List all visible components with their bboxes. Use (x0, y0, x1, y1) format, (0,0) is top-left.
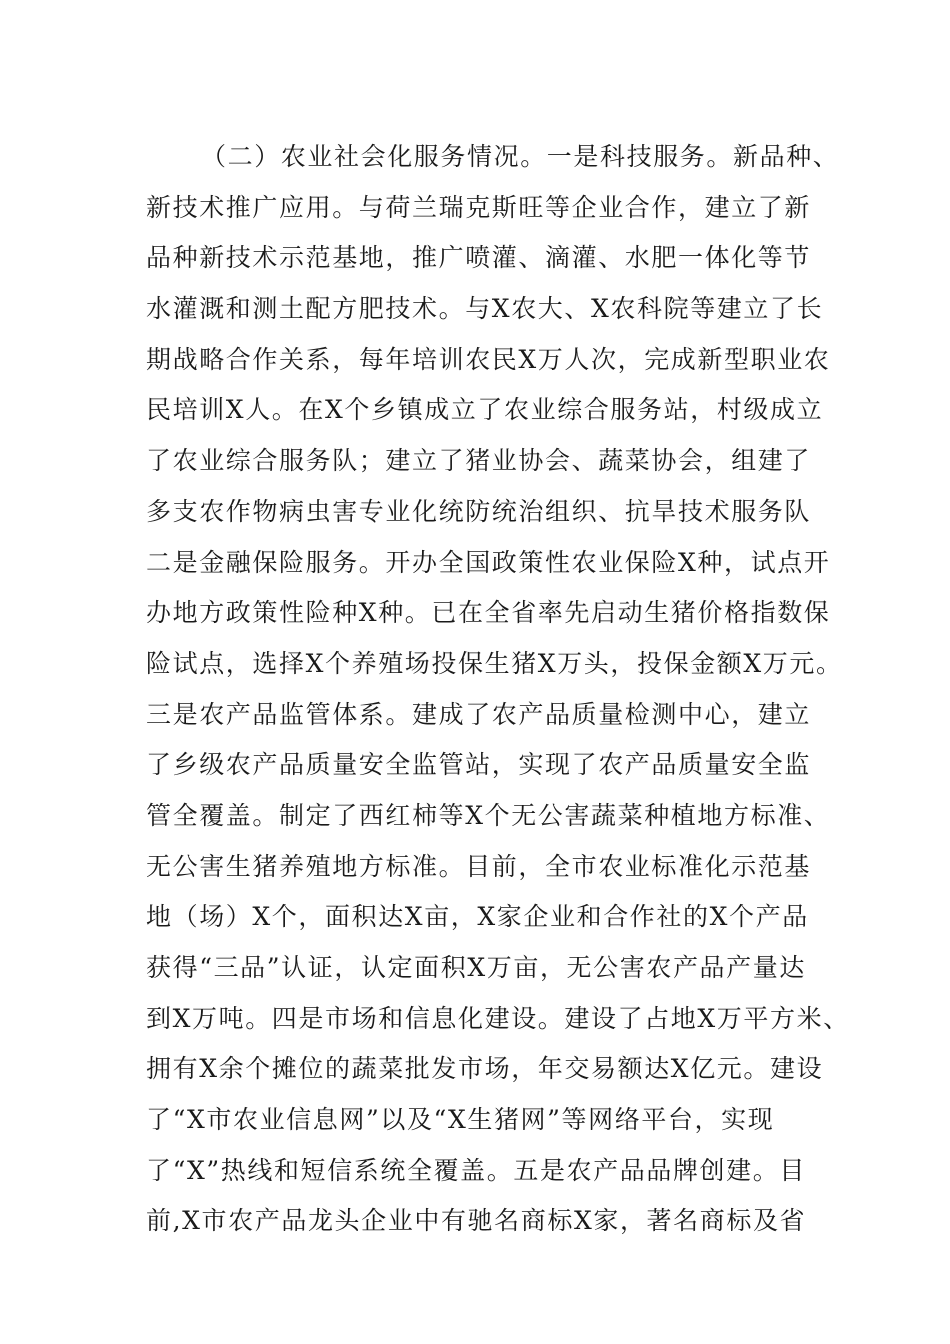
text-line: 管全覆盖。制定了西红柿等X个无公害蔬菜种植地方标准、 (146, 800, 831, 830)
text-line: 办地方政策性险种X种。已在全省率先启动生猪价格指数保 (146, 598, 831, 628)
body-paragraph (146, 132, 850, 1247)
text-line: 民培训X人。在X个乡镇成立了农业综合服务站，村级成立 (146, 395, 824, 425)
text-line: 新技术推广应用。与荷兰瑞克斯旺等企业合作，建立了新 (146, 192, 812, 222)
text-line: （二）农业社会化服务情况。一是科技服务。新品种、 (201, 142, 840, 171)
text-line: 了“X”热线和短信系统全覆盖。五是农产品品牌创建。目 (146, 1155, 806, 1185)
text-line: 险试点，选择X个养殖场投保生猪X万头，投保金额X万元。 (146, 648, 843, 678)
text-line: 期战略合作关系，每年培训农民X万人次，完成新型职业农 (146, 344, 831, 374)
text-line: 了“X市农业信息网”以及“X生猪网”等网络平台，实现 (146, 1105, 775, 1135)
text-line: 前,X市农产品龙头企业中有驰名商标X家，著名商标及省 (146, 1206, 807, 1236)
text-line: 拥有X余个摊位的蔬菜批发市场，年交易额达X亿元。建设 (146, 1054, 824, 1084)
text-line: 水灌溉和测土配方肥技术。与X农大、X农科院等建立了长 (146, 294, 824, 324)
text-line: 三是农产品监管体系。建成了农产品质量检测中心，建立 (146, 699, 812, 729)
text-line: 到X万吨。四是市场和信息化建设。建设了占地X万平方米、 (146, 1003, 850, 1033)
text-line: 了农业综合服务队；建立了猪业协会、蔬菜协会，组建了 (146, 446, 812, 476)
text-line: 多支农作物病虫害专业化统防统治组织、抗旱技术服务队 (146, 496, 812, 526)
text-line: 二是金融保险服务。开办全国政策性农业保险X种，试点开 (146, 547, 831, 577)
text-line: 地（场）X个，面积达X亩，X家企业和合作社的X个产品 (146, 902, 809, 932)
text-line: 获得“三品”认证，认定面积X万亩，无公害农产品产量达 (146, 953, 806, 982)
text-line: 品种新技术示范基地，推广喷灌、滴灌、水肥一体化等节 (146, 243, 812, 273)
text-line: 无公害生猪养殖地方标准。目前，全市农业标准化示范基 (146, 851, 812, 881)
text-line: 了乡级农产品质量安全监管站，实现了农产品质量安全监 (146, 750, 812, 780)
